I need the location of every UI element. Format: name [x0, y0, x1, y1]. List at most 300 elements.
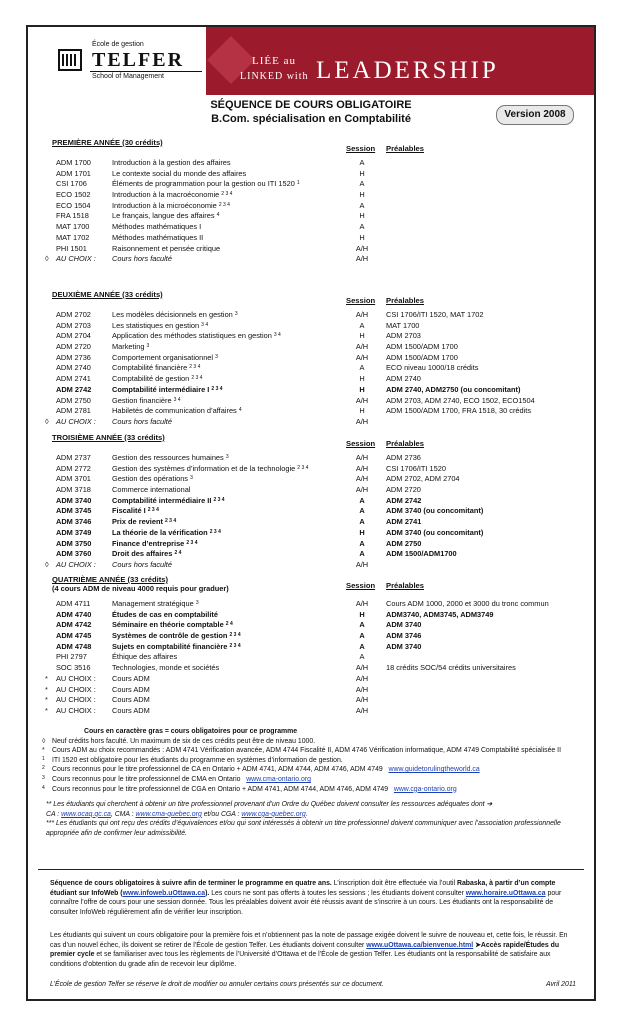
- course-row: [28, 353, 594, 364]
- course-footnote: 2 3 4: [211, 385, 223, 392]
- course-row: [28, 211, 594, 222]
- note-2: Cours reconnus pour le titre professionnel de CA en Ontario + ADM 4741, ADM 4744, ADM 4746, ADM 4749: [52, 766, 383, 774]
- course-session: H: [359, 211, 365, 221]
- course-row: [28, 190, 594, 201]
- course-code: ECO 1504: [56, 200, 91, 210]
- course-code: ADM 4742: [56, 620, 92, 630]
- course-title: Sujets en comptabilité financière: [112, 641, 228, 651]
- course-footnote: 2 3 4: [147, 507, 159, 514]
- course-session: A: [359, 620, 365, 630]
- info-paragraph-2: [50, 931, 576, 970]
- course-row: [28, 310, 594, 321]
- course-row: [28, 652, 594, 663]
- prereq-header: Préalables: [386, 144, 424, 153]
- course-title: Technologies, monde et sociétés: [112, 663, 220, 673]
- course-code: AU CHOIX :: [56, 673, 96, 683]
- course-footnote: 3 4: [273, 332, 281, 339]
- slogan-bottom: LINKED with: [240, 71, 309, 82]
- course-session: H: [359, 168, 365, 178]
- course-title: Les statistiques en gestion: [112, 320, 200, 330]
- course-row: [28, 342, 594, 353]
- course-prereq: MAT 1700: [386, 320, 420, 330]
- course-prereq: ADM 1500/ADM1700: [386, 549, 457, 559]
- info-bold: ➤Accès rapide/Études du premier cycle: [50, 941, 560, 959]
- course-row: [28, 396, 594, 407]
- course-row: [28, 485, 594, 496]
- telfer-logo: [58, 41, 198, 91]
- course-row: [28, 506, 594, 517]
- course-title: Études de cas en comptabilité: [112, 609, 218, 619]
- course-session: A/H: [355, 352, 369, 362]
- course-session: A: [359, 506, 365, 516]
- course-title: Éthique des affaires: [112, 652, 178, 662]
- course-code: ADM 3760: [56, 549, 92, 559]
- course-code: ADM 2720: [56, 342, 91, 352]
- course-prereq: ADM 1500/ADM 1700: [386, 342, 458, 352]
- course-code: ADM 2750: [56, 395, 91, 405]
- course-row: [28, 201, 594, 212]
- header: [28, 27, 594, 93]
- course-footnote: 2 3 4: [191, 375, 203, 382]
- course-session: A: [359, 631, 365, 641]
- course-title: Gestion des opérations: [112, 474, 189, 484]
- course-code: ADM 4745: [56, 631, 92, 641]
- course-prereq: ADM 3740: [386, 620, 422, 630]
- course-row: [28, 610, 594, 621]
- course-session: A/H: [355, 453, 369, 462]
- note-mark: 2: [42, 765, 45, 772]
- course-row: [28, 560, 594, 571]
- course-row: [28, 599, 594, 610]
- course-session: A/H: [355, 599, 369, 608]
- info-bold: ).: [205, 889, 210, 897]
- course-footnote: 3: [190, 475, 193, 482]
- course-title: Habiletés de communication d’affaires: [112, 406, 237, 416]
- course-code: ADM 1701: [56, 168, 91, 178]
- course-title: Cours hors faculté: [112, 559, 172, 569]
- course-session: A/H: [355, 463, 369, 473]
- cga-link[interactable]: www.cga-ontario.org: [393, 785, 457, 793]
- course-title: Séminaire en théorie comptable: [112, 620, 224, 630]
- section-title: DEUXIÈME ANNÉE (33 crédits): [52, 290, 163, 299]
- cma-link[interactable]: www.cma-ontario.org: [246, 775, 311, 783]
- course-code: AU CHOIX :: [56, 254, 96, 264]
- course-title: Comptabilité intermédiaire I: [112, 384, 210, 394]
- course-title: Application des méthodes statistiques en gestion: [112, 331, 272, 341]
- row-mark: ◊: [45, 559, 49, 569]
- course-row: [28, 169, 594, 180]
- course-row: [28, 385, 594, 396]
- course-session: A: [359, 495, 365, 505]
- note-diamond: Neuf crédits hors faculté. Un maximum de six de ces crédits peut être de niveau 1000.: [52, 737, 316, 745]
- course-row: [28, 496, 594, 507]
- divider: [38, 869, 584, 870]
- ca-label: CA :: [46, 810, 60, 818]
- course-footnote: 2 3 4: [221, 191, 233, 198]
- course-title: Commerce international: [112, 485, 191, 495]
- footer-date: Avril 2011: [545, 981, 576, 988]
- note-1: ITI 1520 est obligatoire pour les étudiants du programme en systèmes d’information de gestion.: [52, 756, 343, 764]
- ocaq-link[interactable]: www.ocaq.qc.ca: [61, 810, 111, 818]
- row-mark: *: [45, 695, 48, 705]
- course-code: ADM 2702: [56, 310, 91, 319]
- prereq-header: Préalables: [386, 439, 424, 448]
- course-row: [28, 363, 594, 374]
- course-code: SOC 3516: [56, 663, 91, 673]
- course-session: H: [359, 190, 365, 200]
- course-title: Méthodes mathématiques I: [112, 222, 202, 232]
- leadership-banner: [206, 27, 594, 95]
- course-footnote: 2 3 4: [165, 518, 177, 525]
- ca-link[interactable]: www.guidetorulingtheworld.ca: [388, 766, 480, 774]
- course-footnote: 3: [146, 343, 150, 350]
- period: .: [305, 810, 308, 818]
- course-title: Les modèles décisionnels en gestion: [112, 310, 233, 319]
- slogan-top: LIÉE au: [252, 55, 296, 67]
- course-session: H: [359, 609, 365, 619]
- course-session: A: [359, 158, 365, 167]
- course-title: Cours ADM: [112, 695, 150, 705]
- course-title: Marketing: [112, 342, 145, 352]
- note-quebec: ** Les étudiants qui cherchent à obtenir un titre professionnel provenant d’un Ordre du Québec doivent consulter les ressources adéquates dont: [46, 801, 485, 809]
- course-footnote: 2 3 4: [297, 464, 309, 471]
- cma-label: , CMA :: [110, 810, 134, 818]
- row-mark: ◊: [45, 416, 49, 426]
- course-footnote: 3 4: [173, 396, 181, 403]
- course-title: Le français, langue des affaires: [112, 211, 215, 221]
- page-title: SÉQUENCE DE COURS OBLIGATOIRE: [210, 99, 412, 111]
- course-section: [28, 575, 594, 717]
- course-code: AU CHOIX :: [56, 416, 96, 426]
- course-title: Systèmes de contrôle de gestion: [112, 631, 228, 641]
- course-footnote: 3: [225, 454, 229, 460]
- course-title: Gestion des systèmes d’information et de la technologie: [112, 463, 296, 473]
- school-name: TELFER: [92, 49, 185, 71]
- course-session: A/H: [355, 243, 369, 253]
- note-3: Cours reconnus pour le titre professionnel de CMA en Ontario: [52, 775, 241, 783]
- note-mark: ◊: [42, 737, 46, 745]
- course-code: ADM 3701: [56, 474, 91, 484]
- document-page: [26, 25, 596, 1001]
- course-prereq: ADM 1500/ADM 1700: [386, 352, 458, 362]
- section-title: TROISIÈME ANNÉE (33 crédits): [52, 433, 165, 442]
- course-code: ADM 1700: [56, 158, 91, 167]
- course-title: Le contexte social du monde des affaires: [112, 168, 247, 178]
- course-row: [28, 528, 594, 539]
- course-code: AU CHOIX :: [56, 705, 96, 715]
- course-prereq: ADM 3740 (ou concomitant): [386, 506, 484, 516]
- note-mark: *: [42, 747, 45, 755]
- course-code: CSI 1706: [56, 179, 87, 189]
- course-code: AU CHOIX :: [56, 559, 96, 569]
- course-title: Gestion financière: [112, 395, 172, 405]
- note-mark: 4: [42, 784, 45, 791]
- course-session: A: [359, 320, 365, 330]
- course-session: A: [359, 549, 365, 559]
- session-header: Session: [346, 439, 376, 448]
- course-footnote: 2 3 4: [229, 632, 241, 639]
- course-footnote: 4: [238, 407, 242, 414]
- course-code: ADM 2781: [56, 406, 91, 416]
- course-session: A/H: [355, 663, 369, 673]
- row-mark: ◊: [45, 254, 49, 264]
- course-session: A/H: [355, 559, 369, 569]
- course-prereq: ADM 1500/ADM 1700, FRA 1518, 30 crédits: [386, 406, 532, 416]
- course-session: A/H: [355, 695, 369, 705]
- course-row: [28, 474, 594, 485]
- info-text: L’inscription doit être effectuée via l’outil: [331, 880, 457, 887]
- course-title: Comptabilité de gestion: [112, 374, 190, 384]
- course-row: [28, 179, 594, 190]
- info-text: pour connaître l’offre de cours pour une session donnée. Tous les préalables doivent avoir été réussis avant de s’inscrire à un cours. Les étudiants ont la responsabilité de consulter InfoWeb régulièrement afin de vérifier leur inscription.: [50, 889, 562, 917]
- course-title: Comptabilité intermédiaire II: [112, 495, 212, 505]
- session-header: Session: [346, 296, 376, 305]
- course-code: ADM 2704: [56, 331, 91, 341]
- course-code: ECO 1502: [56, 190, 91, 200]
- course-code: ADM 4748: [56, 641, 92, 651]
- course-session: A/H: [355, 310, 369, 319]
- course-row: [28, 549, 594, 560]
- course-title: Méthodes mathématiques II: [112, 232, 204, 242]
- course-footnote: 2 4: [174, 550, 182, 557]
- info-text: Les étudiants qui suivent un cours obligatoire pour la première fois et n’obtiennent pas la note de passage exigée doivent le suivre de nouveau et, cette fois, le réussir. En cas d’un nouvel échec, ils doivent se retirer de l’École de gestion Telfer. Les étudiants doivent consulter: [50, 932, 568, 949]
- course-row: [28, 663, 594, 674]
- course-prereq: ADM 2742: [386, 495, 422, 505]
- course-title: Cours ADM: [112, 684, 150, 694]
- slogan-main: LEADERSHIP: [316, 57, 499, 84]
- course-session: A: [359, 652, 365, 662]
- course-code: ADM 2772: [56, 463, 91, 473]
- course-session: A: [359, 538, 365, 548]
- course-row: [28, 158, 594, 169]
- course-session: A: [359, 517, 365, 527]
- course-code: PHI 2797: [56, 652, 87, 662]
- course-footnote: 2 3 4: [209, 528, 221, 535]
- course-session: A/H: [355, 673, 369, 683]
- course-code: ADM 4711: [56, 599, 91, 608]
- course-row: [28, 464, 594, 475]
- course-prereq: ADM 2736: [386, 453, 421, 462]
- info-bold: Rabaska, à partir d’un compte étudiant sur InfoWeb (: [50, 880, 556, 897]
- course-prereq: ADM 2703: [386, 331, 421, 341]
- course-code: ADM 2737: [56, 453, 91, 462]
- course-row: [28, 517, 594, 528]
- course-title: Cours hors faculté: [112, 254, 172, 264]
- info-text: et se familiariser avec tous les règlements de l’Université d’Ottawa et de l’École de gestion Telfer. Les étudiants ont la responsabilité de satisfaire aux conditions d’obtention du grade afin de recevoir leur diplôme.: [50, 951, 551, 969]
- course-row: [28, 417, 594, 428]
- note-4: Cours reconnus pour le titre professionnel de CGA en Ontario + ADM 4741, ADM 4744, ADM 4746, ADM 4749: [52, 785, 389, 793]
- course-session: H: [359, 406, 365, 416]
- course-prereq: ADM 2703, ADM 2740, ECO 1502, ECO1504: [386, 395, 535, 405]
- course-section: [28, 433, 594, 571]
- course-title: Comportement organisationnel: [112, 352, 214, 362]
- course-prereq: ADM 3740 (ou concomitant): [386, 527, 484, 537]
- course-session: H: [359, 331, 365, 341]
- course-code: MAT 1700: [56, 222, 90, 232]
- course-code: AU CHOIX :: [56, 695, 96, 705]
- course-code: AU CHOIX :: [56, 684, 96, 694]
- course-footnote: 2 3 4: [213, 496, 225, 503]
- infoweb-link[interactable]: www.infoweb.uOttawa.ca: [122, 889, 206, 897]
- version-badge: Version 2008: [496, 105, 574, 125]
- note-mark: 3: [42, 774, 45, 781]
- course-session: A/H: [355, 416, 369, 426]
- course-session: A/H: [355, 705, 369, 715]
- course-footnote: 2 3 4: [229, 642, 241, 649]
- note-mark: 1: [42, 755, 45, 762]
- course-title: Cours ADM: [112, 673, 150, 683]
- course-session: A: [359, 222, 365, 232]
- info-paragraph-1: [50, 879, 576, 918]
- course-footnote: 2 3 4: [218, 201, 230, 208]
- course-session: A/H: [355, 254, 369, 264]
- course-title: Prix de revient: [112, 517, 163, 527]
- course-section: [28, 138, 594, 265]
- course-title: Introduction à la microéconomie: [112, 200, 217, 210]
- course-row: [28, 244, 594, 255]
- course-prereq: ECO niveau 1000/18 crédits: [386, 363, 479, 373]
- course-session: H: [359, 527, 365, 537]
- course-title: Comptabilité financière: [112, 363, 188, 373]
- course-session: A/H: [355, 474, 369, 484]
- course-prereq: ADM 2741: [386, 517, 422, 527]
- row-mark: *: [45, 705, 48, 715]
- course-session: A: [359, 641, 365, 651]
- course-prereq: ADM 2740: [386, 374, 421, 384]
- course-code: ADM 3746: [56, 517, 92, 527]
- course-prereq: ADM 3740: [386, 641, 422, 651]
- course-footnote: 4: [216, 212, 220, 219]
- course-title: Fiscalité I: [112, 506, 146, 516]
- course-row: [28, 233, 594, 244]
- course-title: La théorie de la vérification: [112, 527, 208, 537]
- prereq-header: Préalables: [386, 581, 424, 590]
- course-row: [28, 254, 594, 265]
- info-bold: Séquence de cours obligatoires à suivre afin de terminer le programme en quatre ans.: [50, 880, 332, 887]
- course-code: ADM 3718: [56, 485, 91, 495]
- bienvenue-link[interactable]: www.uOttawa.ca/bienvenue.html: [366, 941, 474, 949]
- course-code: ADM 3745: [56, 506, 92, 516]
- course-session: A: [359, 363, 365, 373]
- cga-label: et/ou CGA :: [203, 810, 240, 818]
- cga-quebec-link[interactable]: www.cga-quebec.org: [241, 810, 306, 818]
- course-title: Droit des affaires: [112, 549, 173, 559]
- session-header: Session: [346, 581, 376, 590]
- course-row: [28, 685, 594, 696]
- course-session: A/H: [355, 485, 369, 495]
- course-row: [28, 406, 594, 417]
- note-star: Cours ADM au choix recommandés : ADM 4741 Vérification avancée, ADM 4744 Fiscalité II, ADM 4746 Vérification informatique, ADM 4749 Comptabilité spécialisée II: [52, 747, 561, 755]
- info-text: Les cours ne sont pas offerts à toutes les sessions ; les étudiants doivent consulter: [209, 889, 466, 897]
- course-title: Cours ADM: [112, 705, 150, 715]
- course-row: [28, 374, 594, 385]
- course-row: [28, 674, 594, 685]
- course-title: Finance d’entreprise: [112, 538, 185, 548]
- course-prereq: ADM 2720: [386, 485, 421, 495]
- course-footnote: 2 3 4: [189, 364, 201, 371]
- course-prereq: ADM 2740, ADM2750 (ou concomitant): [386, 384, 521, 394]
- course-session: H: [359, 374, 365, 384]
- course-footnote: 3: [195, 600, 199, 606]
- course-session: H: [359, 232, 365, 242]
- section-title: PREMIÈRE ANNÉE (30 crédits): [52, 138, 163, 147]
- course-row: [28, 321, 594, 332]
- course-footnote: 3: [234, 311, 238, 317]
- course-title: Introduction à la macroéconomie: [112, 190, 220, 200]
- course-prereq: 18 crédits SOC/54 crédits universitaires: [386, 663, 516, 673]
- course-prereq: Cours ADM 1000, 2000 et 3000 du tronc commun: [386, 599, 549, 608]
- course-code: ADM 2742: [56, 384, 92, 394]
- course-footnote: 2 3 4: [186, 539, 198, 546]
- section-subtitle: (4 cours ADM de niveau 4000 requis pour graduer): [52, 584, 229, 593]
- course-row: [28, 706, 594, 717]
- course-row: [28, 453, 594, 464]
- row-mark: *: [45, 684, 48, 694]
- course-prereq: ADM 2702, ADM 2704: [386, 474, 460, 484]
- horaire-link[interactable]: www.horaire.uOttawa.ca: [465, 889, 546, 897]
- course-session: A: [359, 200, 365, 210]
- session-header: Session: [346, 144, 376, 153]
- course-code: ADM 2741: [56, 374, 91, 384]
- course-prereq: CSI 1706/ITI 1520, MAT 1702: [386, 310, 484, 319]
- course-prereq: CSI 1706/ITI 1520: [386, 463, 446, 473]
- prereq-header: Préalables: [386, 296, 424, 305]
- course-code: ADM 3740: [56, 495, 92, 505]
- course-row: [28, 222, 594, 233]
- course-prereq: ADM3740, ADM3745, ADM3749: [386, 609, 494, 619]
- course-code: ADM 2703: [56, 320, 91, 330]
- course-section: [28, 290, 594, 428]
- course-session: H: [359, 384, 365, 394]
- course-row: [28, 642, 594, 653]
- course-title: Gestion des ressources humaines: [112, 453, 224, 462]
- course-footnote: 3: [215, 353, 218, 360]
- course-session: A/H: [355, 342, 369, 352]
- course-title: Éléments de programmation pour la gestion ou ITI 1520: [112, 179, 295, 189]
- note-equivalences: *** Les étudiants qui ont reçu des crédits d’équivalences et/ou qui sont intéressés à obtenir un titre professionnel doivent communiquer avec l’association professionnelle appropriée afin de confirmer leur admissibilité.: [46, 820, 561, 837]
- course-footnote: 2 4: [225, 621, 233, 628]
- course-prereq: ADM 2750: [386, 538, 422, 548]
- notes: [28, 727, 594, 839]
- course-prereq: ADM 3746: [386, 631, 422, 641]
- course-title: Raisonnement et pensée critique: [112, 243, 221, 253]
- section-title: QUATRIÈME ANNÉE (33 crédits): [52, 575, 169, 584]
- row-mark: *: [45, 673, 48, 683]
- course-code: FRA 1518: [56, 211, 89, 221]
- school-sub-label: School of Management: [92, 73, 164, 80]
- course-footnote: 3 4: [201, 321, 209, 328]
- cma-quebec-link[interactable]: www.cma-quebec.org: [135, 810, 202, 818]
- note-bold-legend: Cours en caractère gras = cours obligatoires pour ce programme: [84, 728, 298, 735]
- course-code: MAT 1702: [56, 232, 90, 242]
- course-row: [28, 695, 594, 706]
- course-row: [28, 331, 594, 342]
- course-row: [28, 539, 594, 550]
- course-row: [28, 620, 594, 631]
- course-title: Management stratégique: [112, 599, 194, 608]
- course-session: A/H: [355, 395, 369, 405]
- course-code: ADM 2740: [56, 363, 91, 373]
- course-code: PHI 1501: [56, 243, 87, 253]
- course-session: A: [359, 179, 365, 189]
- course-code: ADM 4740: [56, 609, 92, 619]
- page-subtitle: B.Com. spécialisation en Comptabilité: [211, 113, 411, 125]
- building-icon: [58, 49, 82, 71]
- course-title: Introduction à la gestion des affaires: [112, 158, 231, 167]
- course-code: ADM 3749: [56, 527, 92, 537]
- course-session: A/H: [355, 684, 369, 694]
- course-code: ADM 3750: [56, 538, 92, 548]
